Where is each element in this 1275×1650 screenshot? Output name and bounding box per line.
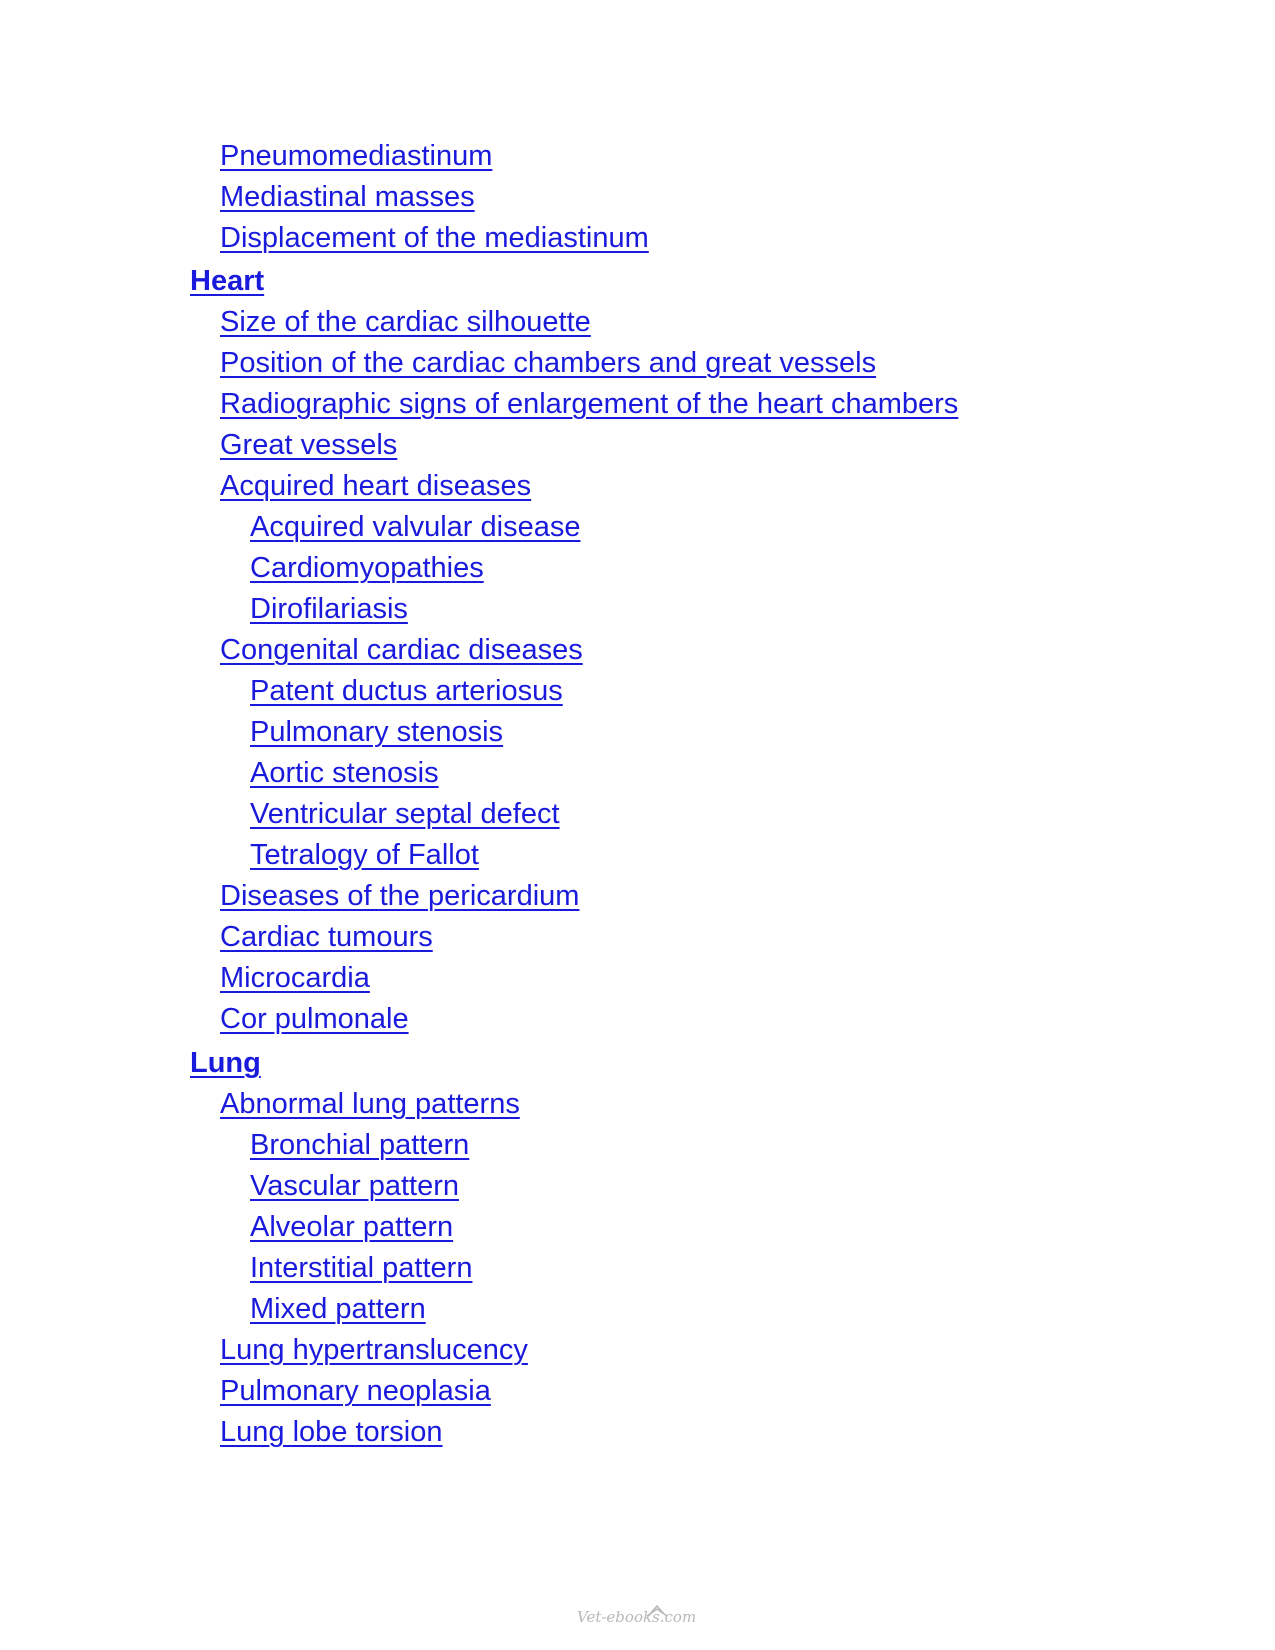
toc-sublink[interactable]: Acquired valvular disease <box>250 511 581 543</box>
toc-link[interactable]: Position of the cardiac chambers and great vessels <box>220 347 877 379</box>
watermark-text: Vet-ebooks.com <box>577 1608 697 1626</box>
toc-link[interactable]: Cardiac tumours <box>220 921 433 953</box>
toc-link[interactable]: Congenital cardiac diseases <box>220 634 583 666</box>
toc-link[interactable]: Pneumomediastinum <box>220 140 493 172</box>
toc-link[interactable]: Microcardia <box>220 962 370 994</box>
toc-sublink[interactable]: Ventricular septal defect <box>250 798 560 830</box>
toc-sublink[interactable]: Interstitial pattern <box>250 1252 473 1284</box>
toc-link[interactable]: Abnormal lung patterns <box>220 1088 520 1120</box>
toc-sublink[interactable]: Bronchial pattern <box>250 1129 470 1161</box>
watermark-logo <box>577 1603 697 1631</box>
toc-sublink[interactable]: Alveolar pattern <box>250 1211 454 1243</box>
toc-link[interactable]: Radiographic signs of enlargement of the heart chambers <box>220 388 959 420</box>
toc-link[interactable]: Displacement of the mediastinum <box>220 222 649 254</box>
toc-link[interactable]: Cor pulmonale <box>220 1003 409 1035</box>
toc-link[interactable]: Lung lobe torsion <box>220 1416 443 1448</box>
toc-sublink[interactable]: Mixed pattern <box>250 1293 426 1325</box>
book-stack-icon <box>645 1603 671 1619</box>
toc-link[interactable]: Acquired heart diseases <box>220 470 532 502</box>
toc-link[interactable]: Lung hypertranslucency <box>220 1334 528 1366</box>
toc-link[interactable]: Great vessels <box>220 429 398 461</box>
toc-link[interactable]: Pulmonary neoplasia <box>220 1375 491 1407</box>
toc-sublink[interactable]: Dirofilariasis <box>250 593 408 625</box>
toc-sublink[interactable]: Aortic stenosis <box>250 757 439 789</box>
toc-sublink[interactable]: Pulmonary stenosis <box>250 716 504 748</box>
toc-link[interactable]: Size of the cardiac silhouette <box>220 306 591 338</box>
toc-link[interactable]: Mediastinal masses <box>220 181 475 213</box>
toc-section-heading-link[interactable]: Heart <box>190 265 265 297</box>
toc-sublink[interactable]: Patent ductus arteriosus <box>250 675 563 707</box>
toc-sublink[interactable]: Tetralogy of Fallot <box>250 839 479 871</box>
toc-sublink[interactable]: Cardiomyopathies <box>250 552 484 584</box>
toc-section-heading-link[interactable]: Lung <box>190 1047 261 1079</box>
toc-link[interactable]: Diseases of the pericardium <box>220 880 580 912</box>
toc-sublink[interactable]: Vascular pattern <box>250 1170 460 1202</box>
